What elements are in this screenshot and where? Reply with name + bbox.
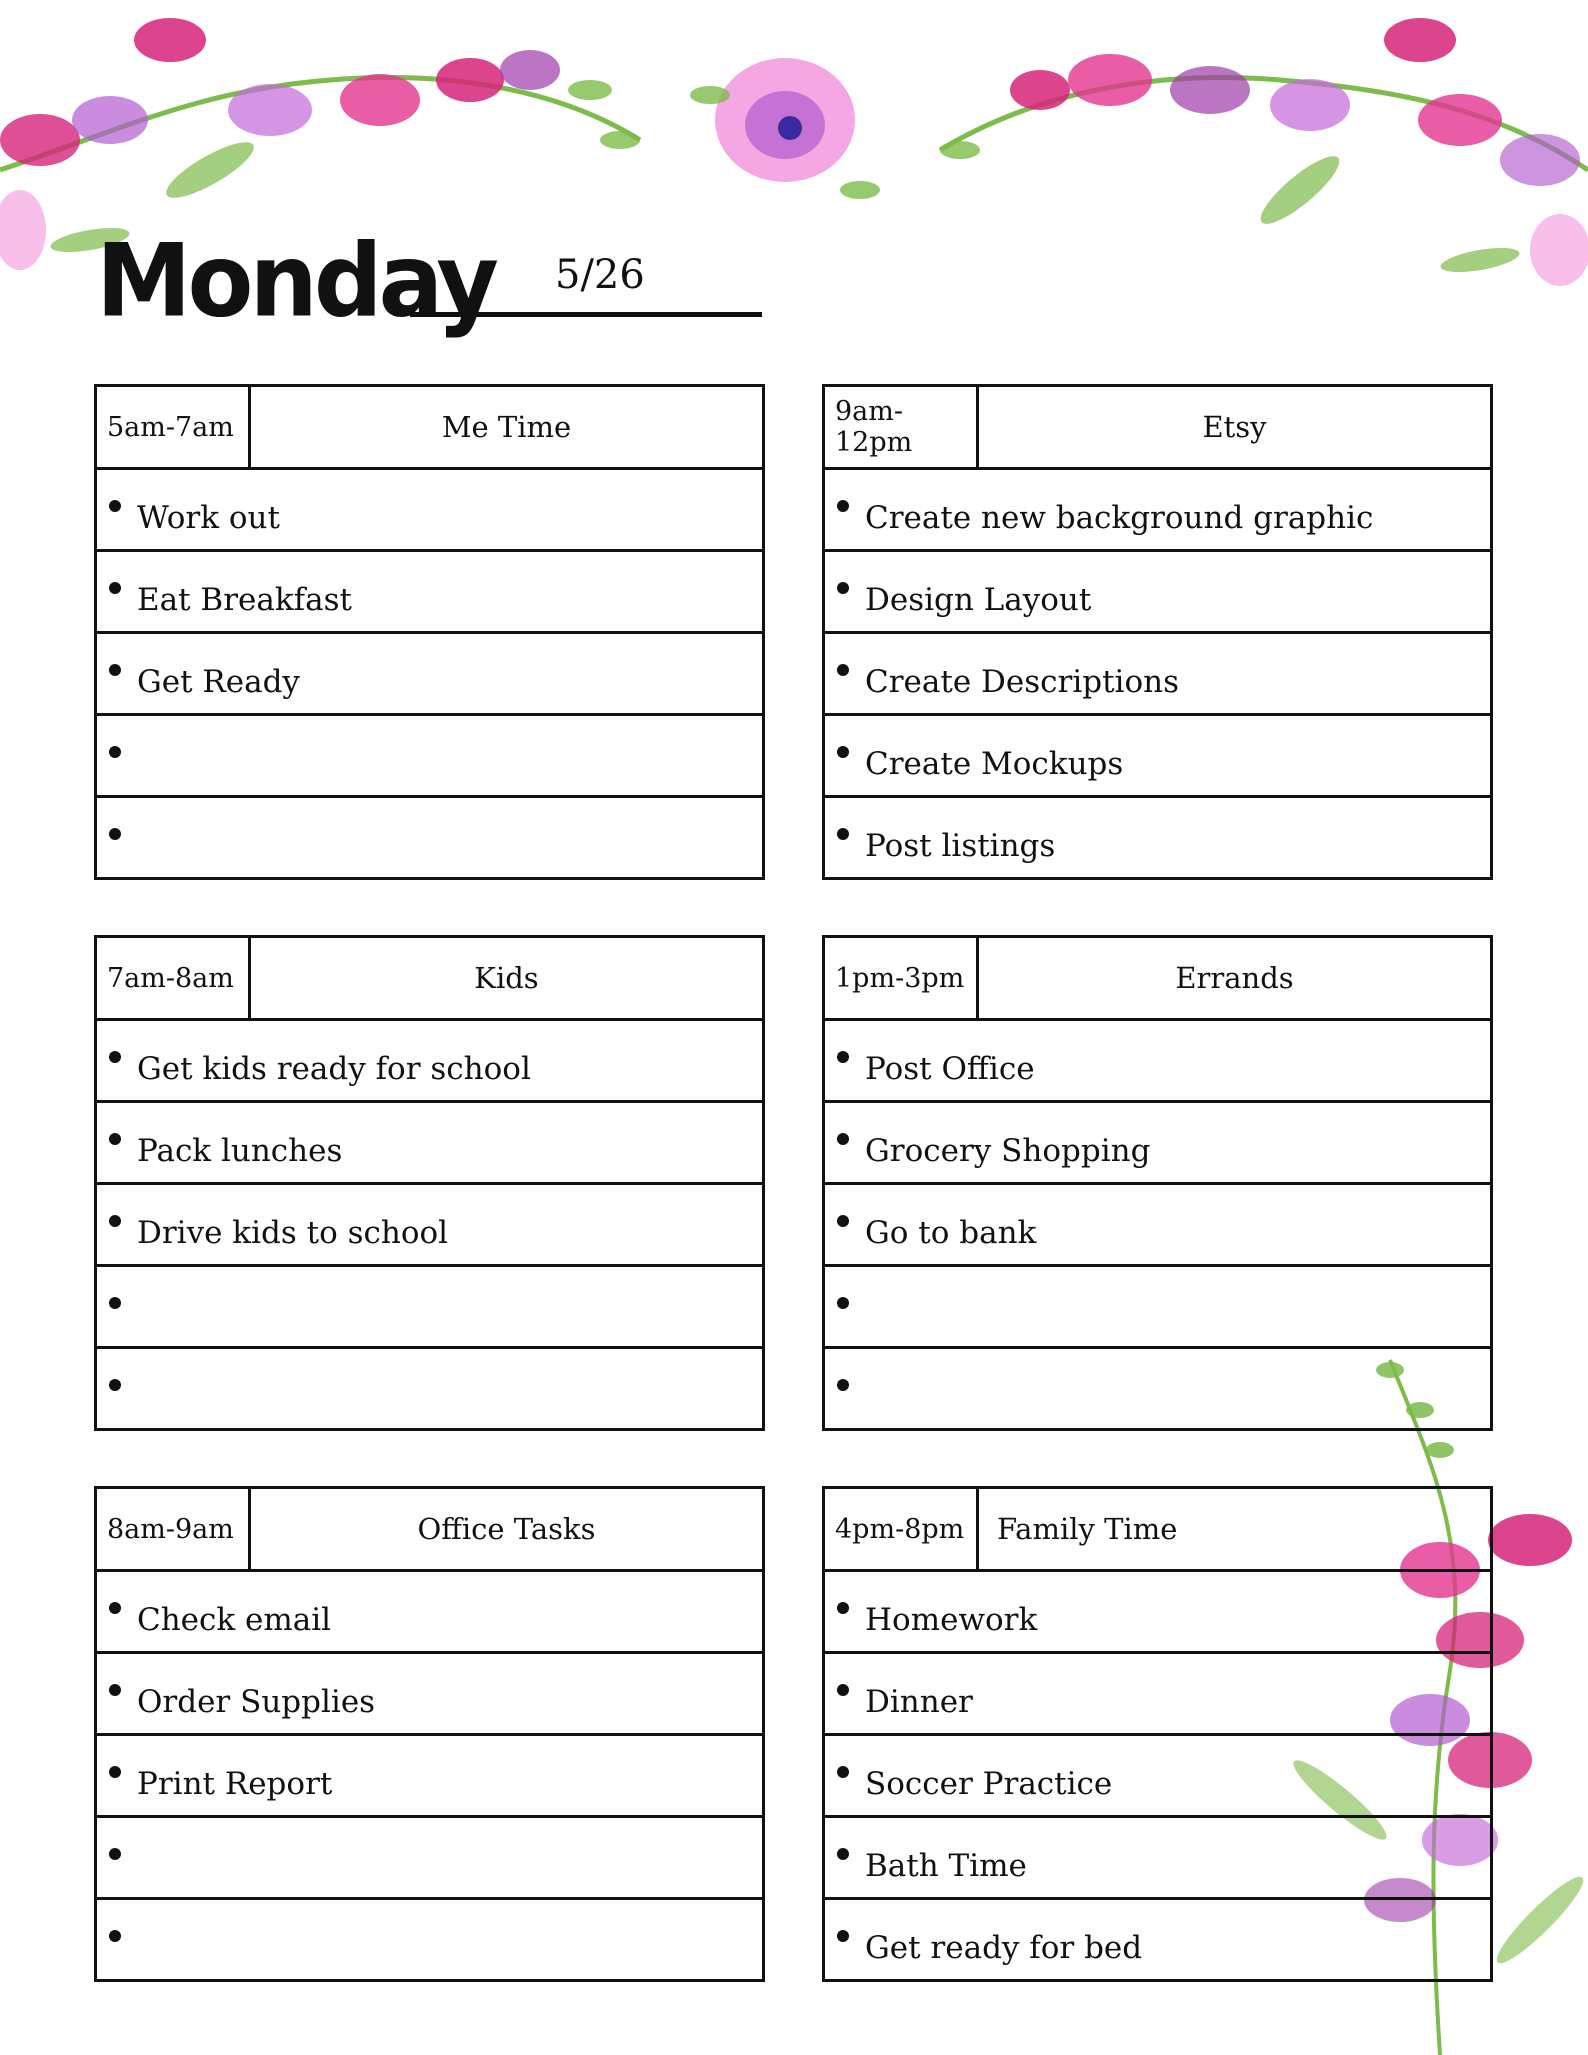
block-header xyxy=(97,938,762,1021)
block-header xyxy=(97,387,762,470)
bullet-icon xyxy=(837,1602,849,1614)
task-row xyxy=(97,1572,762,1654)
bullet-icon xyxy=(837,1684,849,1696)
task-text: Get kids ready for school xyxy=(137,1051,531,1087)
bullet-icon xyxy=(109,1930,121,1942)
task-text: Grocery Shopping xyxy=(865,1133,1151,1169)
bullet-icon xyxy=(837,1930,849,1942)
schedule-block-errands xyxy=(822,935,1493,1431)
task-text: Create Mockups xyxy=(865,746,1124,782)
task-text: Homework xyxy=(865,1602,1038,1638)
time-slot: 8am-9am xyxy=(97,1489,251,1569)
task-text: Get Ready xyxy=(137,664,300,700)
floral-center-bloom xyxy=(690,58,880,199)
task-row xyxy=(825,1654,1490,1736)
bullet-icon xyxy=(837,500,849,512)
task-row xyxy=(825,1267,1490,1349)
bullet-icon xyxy=(837,664,849,676)
time-slot: 1pm-3pm xyxy=(825,938,979,1018)
task-row xyxy=(825,470,1490,552)
task-row xyxy=(825,1900,1490,1979)
task-row xyxy=(825,798,1490,877)
task-row xyxy=(825,1021,1490,1103)
task-text: Bath Time xyxy=(865,1848,1027,1884)
bullet-icon xyxy=(109,1684,121,1696)
bullet-icon xyxy=(109,1133,121,1145)
block-header xyxy=(825,387,1490,470)
task-row xyxy=(97,1267,762,1349)
task-row xyxy=(825,552,1490,634)
block-category: Office Tasks xyxy=(417,1512,596,1546)
bullet-icon xyxy=(109,1051,121,1063)
bullet-icon xyxy=(109,828,121,840)
task-row xyxy=(825,1818,1490,1900)
bullet-icon xyxy=(109,1766,121,1778)
block-category: Etsy xyxy=(1202,410,1267,444)
task-row xyxy=(97,1736,762,1818)
task-row xyxy=(97,1103,762,1185)
schedule-block-kids xyxy=(94,935,765,1431)
task-row xyxy=(825,1736,1490,1818)
bullet-icon xyxy=(109,664,121,676)
task-text: Order Supplies xyxy=(137,1684,376,1720)
bullet-icon xyxy=(837,1766,849,1778)
task-row xyxy=(97,1654,762,1736)
floral-vine-right xyxy=(940,18,1588,286)
block-header xyxy=(825,1489,1490,1572)
task-row xyxy=(97,716,762,798)
block-category: Errands xyxy=(1175,961,1294,995)
schedule-block-me-time xyxy=(94,384,765,880)
bullet-icon xyxy=(109,1215,121,1227)
task-row xyxy=(97,634,762,716)
task-text: Dinner xyxy=(865,1684,973,1720)
task-text: Create Descriptions xyxy=(865,664,1179,700)
task-row xyxy=(825,634,1490,716)
task-text: Get ready for bed xyxy=(865,1930,1143,1966)
block-category: Family Time xyxy=(997,1512,1178,1546)
task-text: Check email xyxy=(137,1602,332,1638)
task-text: Work out xyxy=(137,500,280,536)
date-underline xyxy=(410,312,762,317)
task-row xyxy=(97,798,762,877)
task-row xyxy=(97,1185,762,1267)
bullet-icon xyxy=(837,1848,849,1860)
block-category: Kids xyxy=(474,961,539,995)
bullet-icon xyxy=(109,746,121,758)
task-row xyxy=(97,552,762,634)
time-slot: 5am-7am xyxy=(97,387,251,467)
bullet-icon xyxy=(837,828,849,840)
task-row xyxy=(825,1349,1490,1428)
task-row xyxy=(825,1185,1490,1267)
block-header xyxy=(97,1489,762,1572)
task-row xyxy=(97,1900,762,1979)
task-text: Post listings xyxy=(865,828,1056,864)
task-text: Design Layout xyxy=(865,582,1092,618)
block-header xyxy=(825,938,1490,1021)
bullet-icon xyxy=(837,1215,849,1227)
time-slot: 7am-8am xyxy=(97,938,251,1018)
task-text: Post Office xyxy=(865,1051,1035,1087)
task-text: Soccer Practice xyxy=(865,1766,1113,1802)
schedule-block-etsy xyxy=(822,384,1493,880)
task-text: Drive kids to school xyxy=(137,1215,449,1251)
time-slot: 4pm-8pm xyxy=(825,1489,979,1569)
task-text: Eat Breakfast xyxy=(137,582,352,618)
bullet-icon xyxy=(109,1379,121,1391)
task-row xyxy=(97,1818,762,1900)
task-text: Create new background graphic xyxy=(865,500,1374,536)
task-row xyxy=(97,1349,762,1428)
task-row xyxy=(97,1021,762,1103)
bullet-icon xyxy=(837,1051,849,1063)
task-row xyxy=(97,470,762,552)
bullet-icon xyxy=(837,1133,849,1145)
schedule-block-family-time xyxy=(822,1486,1493,1982)
bullet-icon xyxy=(109,500,121,512)
day-title: Monday xyxy=(96,222,495,340)
bullet-icon xyxy=(837,1379,849,1391)
task-row xyxy=(825,1103,1490,1185)
task-text: Go to bank xyxy=(865,1215,1037,1251)
task-row xyxy=(825,1572,1490,1654)
bullet-icon xyxy=(109,582,121,594)
block-category: Me Time xyxy=(441,410,572,444)
task-row xyxy=(825,716,1490,798)
date-value: 5/26 xyxy=(555,252,645,298)
schedule-block-office-tasks xyxy=(94,1486,765,1982)
bullet-icon xyxy=(109,1848,121,1860)
time-slot: 9am-12pm xyxy=(825,387,979,467)
bullet-icon xyxy=(109,1297,121,1309)
task-text: Print Report xyxy=(137,1766,333,1802)
bullet-icon xyxy=(837,1297,849,1309)
bullet-icon xyxy=(109,1602,121,1614)
bullet-icon xyxy=(837,582,849,594)
task-text: Pack lunches xyxy=(137,1133,343,1169)
bullet-icon xyxy=(837,746,849,758)
